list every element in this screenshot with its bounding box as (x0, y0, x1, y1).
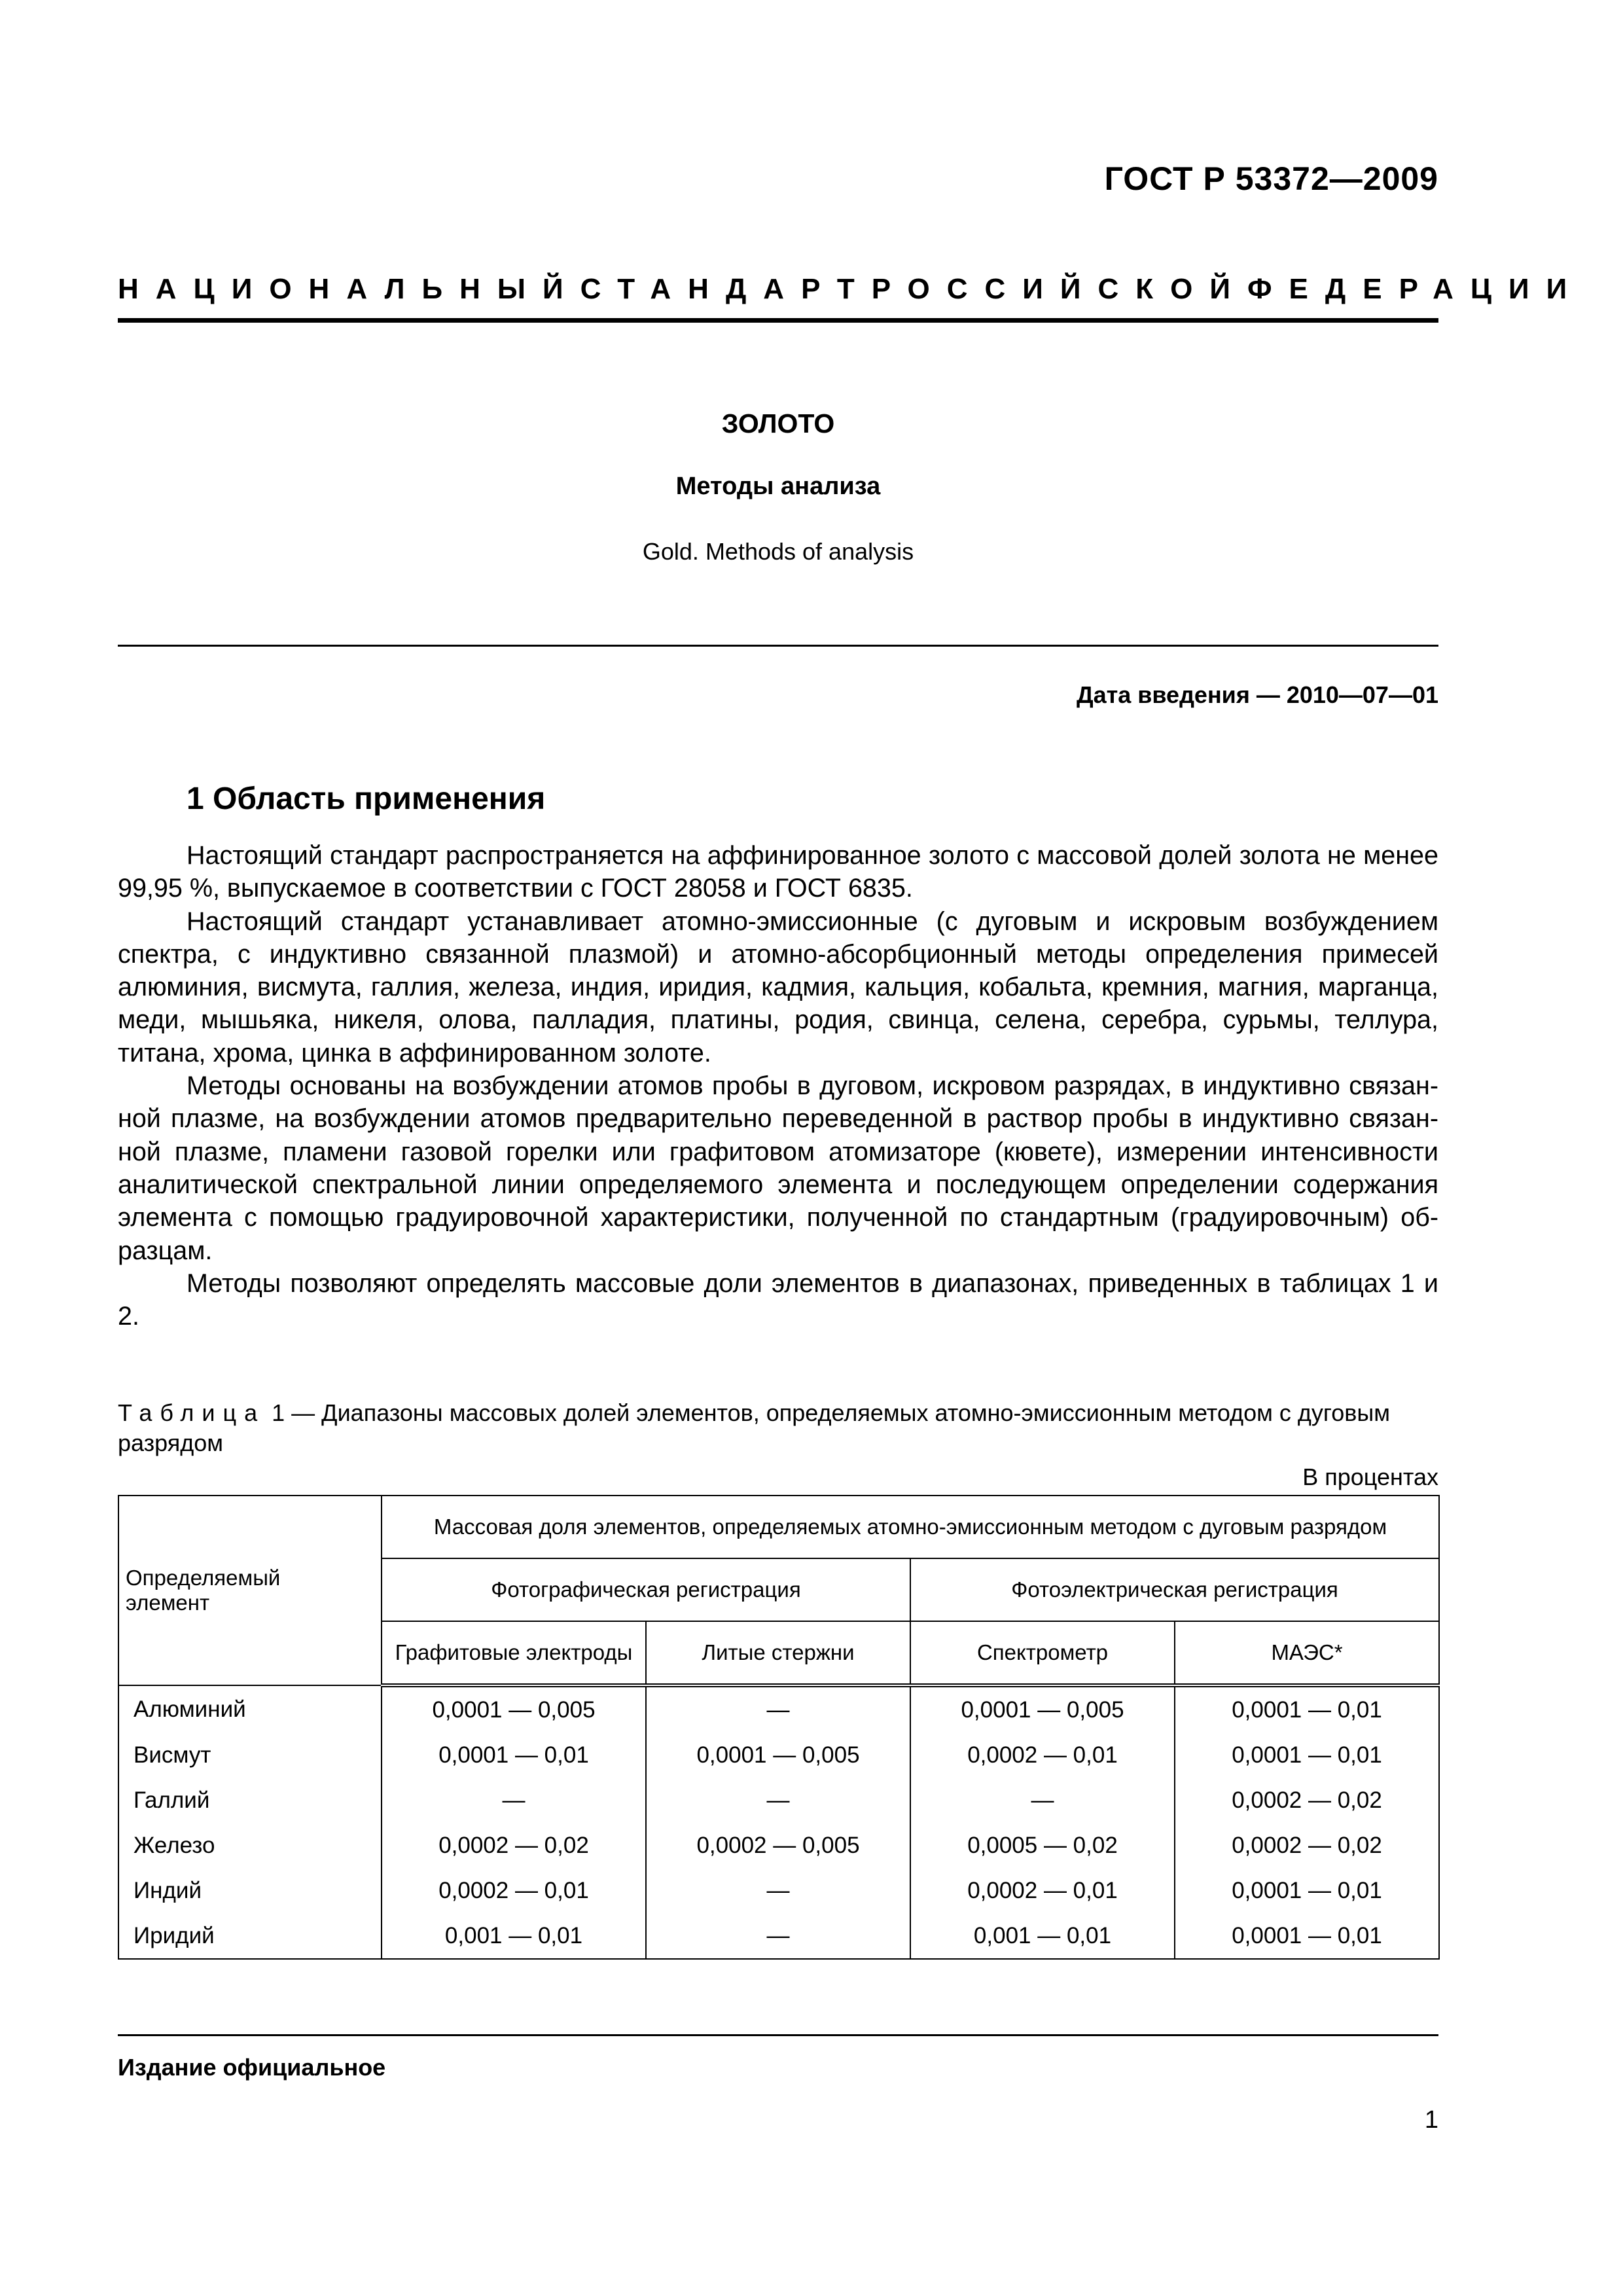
national-standard-word: СТАНДАРТ (580, 273, 872, 305)
body-paragraph: Настоящий стандарт распространяется на аффинированное золото с массовой долей золота не менее 99,95 %, выпускаемое в соответствии с ГОСТ 28058 и ГОСТ 6835. (118, 841, 1438, 903)
range-cell: — (646, 1913, 910, 1959)
national-standard-word: НАЦИОНАЛЬНЫЙ (118, 273, 580, 305)
body-paragraph: Настоящий стандарт устанавливает атомно-эмиссионные (с дуговым и искровым возбуждением спектра, с индуктивно связанной плазмой) и атомно-абсорбционный методы определения примесей алюминия, висмута, галлия, железа, индия, иридия, кадмия, кальция, кобальта, кремния, магния, марганца, меди, мышьяка, никеля, олова, палладия, платины, родия, свинца, селена, серебра, сурьмы, теллура, титана, хрома, цинка в аффинированном золоте. (118, 906, 1438, 1067)
range-cell: 0,0001 — 0,005 (910, 1685, 1175, 1732)
element-name: Алюминий (118, 1685, 382, 1732)
header-photographic: Фотографическая регистрация (382, 1558, 910, 1621)
footer-rule (118, 2034, 1438, 2036)
range-cell: 0,0001 — 0,01 (1175, 1685, 1439, 1732)
table-caption-text: 1 — Диапазоны массовых долей элементов, определяемых атомно-эмиссионным методом с дуговым разрядом (118, 1399, 1391, 1456)
element-name: Индий (118, 1868, 382, 1913)
range-cell: 0,0005 — 0,02 (910, 1823, 1175, 1868)
table-row (118, 1685, 1439, 1732)
header-group: Массовая доля элементов, определяемых атомно-эмиссионным методом с дуговым разрядом (382, 1496, 1439, 1558)
element-name: Висмут (118, 1732, 382, 1778)
national-standard-word: ФЕДЕРАЦИИ (1247, 273, 1584, 305)
table-caption-label: Таблица (118, 1399, 266, 1426)
table-row (118, 1868, 1439, 1913)
header-graphite-electrodes: Графитовые электроды (382, 1621, 646, 1685)
range-cell: — (382, 1778, 646, 1823)
range-cell: — (646, 1778, 910, 1823)
range-cell: 0,0002 — 0,02 (382, 1823, 646, 1868)
body-paragraph: Методы основаны на возбуждении атомов пробы в дуговом, искровом разрядах, в индуктивно связанной плазме, на возбуждении атомов предварительно переведенной в раствор пробы в индуктивно связанной плазме, пламени газовой горелки или графитовом атомизаторе (кювете), измерении интенсивности аналитической спектральной линии определяемого элемента и последующем определении содержания элемента с помощью градуировочной характеристики, полученной по стандартным (градуировочным) образцам. (118, 1071, 1438, 1265)
section-heading: 1 Область применения (187, 781, 546, 816)
header-photoelectric: Фотоэлектрическая регистрация (910, 1558, 1439, 1621)
section-body (118, 839, 1438, 1333)
element-name: Иридий (118, 1913, 382, 1959)
range-cell: 0,0002 — 0,005 (646, 1823, 910, 1868)
range-cell: 0,001 — 0,01 (910, 1913, 1175, 1959)
range-cell: 0,0001 — 0,01 (382, 1732, 646, 1778)
header-element-column: Определяемый элемент (118, 1496, 382, 1685)
range-cell: 0,0001 — 0,01 (1175, 1868, 1439, 1913)
header-rule (118, 318, 1438, 323)
edition-note: Издание официальное (118, 2054, 386, 2081)
national-standard-line (118, 273, 1584, 306)
table-caption (118, 1398, 1438, 1458)
range-cell: 0,0001 — 0,005 (646, 1732, 910, 1778)
range-cell: 0,0002 — 0,02 (1175, 1778, 1439, 1823)
table-row (118, 1823, 1439, 1868)
body-paragraph: Методы позволяют определять массовые доли элементов в диапазонах, приведенных в таблицах 1 и 2. (118, 1268, 1438, 1331)
element-name: Железо (118, 1823, 382, 1868)
range-cell: — (646, 1685, 910, 1732)
range-cell: 0,0001 — 0,005 (382, 1685, 646, 1732)
element-name: Галлий (118, 1778, 382, 1823)
table-row (118, 1732, 1439, 1778)
range-cell: 0,0002 — 0,01 (910, 1868, 1175, 1913)
range-cell: 0,0001 — 0,01 (1175, 1913, 1439, 1959)
table-units: В процентах (1302, 1463, 1438, 1490)
national-standard-word: РОССИЙСКОЙ (871, 273, 1247, 305)
document-subtitle: Методы анализа (675, 473, 881, 500)
table-row (118, 1778, 1439, 1823)
range-cell: 0,0001 — 0,01 (1175, 1732, 1439, 1778)
table-row (118, 1913, 1439, 1959)
header-spectrometer: Спектрометр (910, 1621, 1175, 1685)
title-rule (118, 645, 1438, 647)
range-cell: — (910, 1778, 1175, 1823)
range-cell: — (646, 1868, 910, 1913)
document-code: ГОСТ Р 53372—2009 (1104, 160, 1438, 197)
element-ranges-table (118, 1495, 1440, 1960)
header-maes: МАЭС* (1175, 1621, 1439, 1685)
header-cast-rods: Литые стержни (646, 1621, 910, 1685)
document-title-english: Gold. Methods of analysis (642, 538, 914, 565)
range-cell: 0,0002 — 0,02 (1175, 1823, 1439, 1868)
range-cell: 0,0002 — 0,01 (910, 1732, 1175, 1778)
range-cell: 0,001 — 0,01 (382, 1913, 646, 1959)
page-number: 1 (1424, 2106, 1438, 2134)
range-cell: 0,0002 — 0,01 (382, 1868, 646, 1913)
document-title: ЗОЛОТО (721, 408, 835, 439)
introduction-date: Дата введения — 2010—07—01 (1076, 681, 1438, 708)
